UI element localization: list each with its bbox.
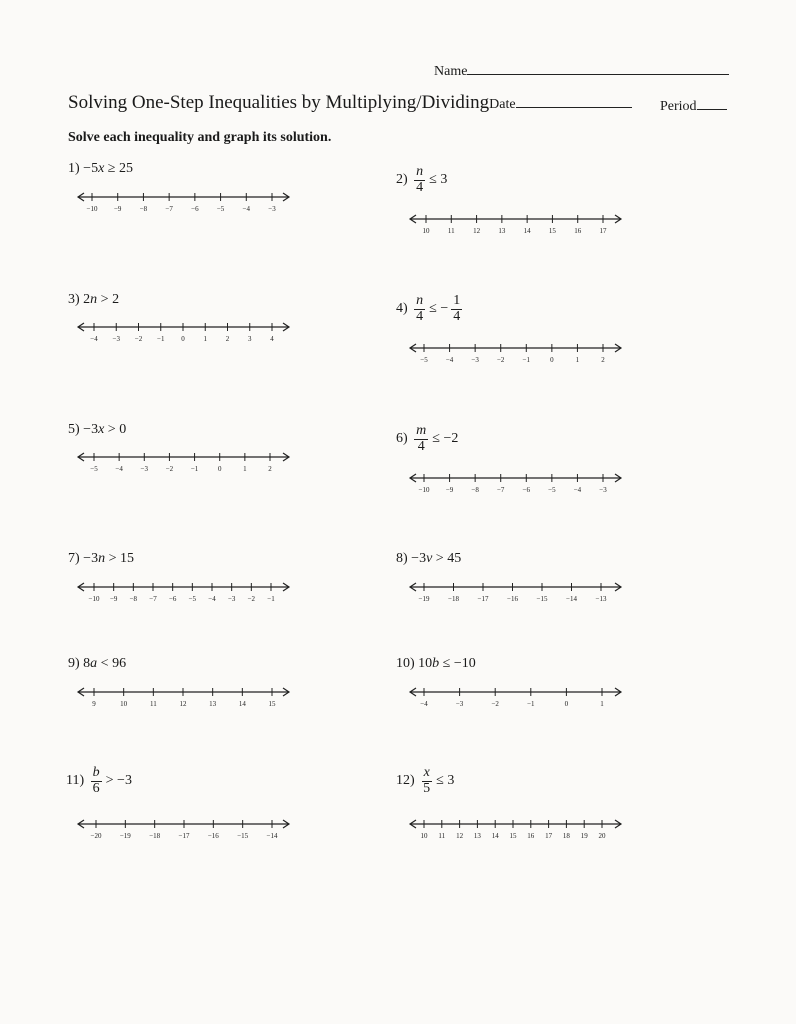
numerator: n [416, 293, 424, 308]
tick-label: 1 [203, 335, 207, 343]
tick-label: −4 [573, 486, 582, 494]
tick-label: −3 [227, 595, 236, 603]
tick-label: −2 [491, 700, 499, 708]
problem-expression [411, 551, 461, 567]
relation: ≤ − [429, 301, 449, 317]
tick-label: 2 [268, 465, 272, 473]
tick-label: −9 [113, 205, 122, 213]
tick-label: 1 [243, 465, 247, 473]
tick-label: 0 [181, 335, 185, 343]
numerator: m [416, 423, 427, 438]
tick-label: −17 [178, 832, 190, 840]
problem-expression [83, 656, 126, 672]
tick-label: −16 [507, 595, 518, 603]
tick-label: −8 [129, 595, 138, 603]
tick-label: −17 [477, 595, 489, 603]
problem-number: 4) [396, 301, 408, 317]
number-line-7[interactable] [76, 578, 292, 608]
tick-label: −3 [268, 205, 276, 213]
tick-label: −4 [208, 595, 216, 603]
relation: < 96 [97, 656, 127, 671]
tick-label: 12 [179, 700, 187, 708]
tick-label: −2 [496, 356, 505, 364]
problem-expression [83, 292, 119, 308]
date-blank[interactable] [516, 107, 632, 108]
period-label: Period [660, 99, 697, 114]
tick-label: −10 [88, 595, 100, 603]
tick-label: 0 [217, 465, 222, 473]
tick-label: −5 [216, 205, 225, 213]
number-line-5[interactable] [76, 448, 292, 478]
problem-number: 2) [396, 172, 408, 188]
tick-label: −3 [599, 486, 607, 494]
tick-label: 9 [92, 700, 96, 708]
variable: a [90, 656, 98, 671]
period-blank[interactable] [697, 109, 727, 110]
number-line-9[interactable] [76, 683, 292, 713]
tick-label: −1 [527, 700, 535, 708]
problem-number: 12) [396, 773, 415, 789]
problem-number: 6) [396, 431, 408, 447]
problem-4 [396, 294, 465, 324]
tick-label: −3 [112, 335, 120, 343]
tick-label: −9 [109, 595, 118, 603]
problem-11 [66, 766, 132, 796]
variable: v [426, 551, 433, 566]
numerator: b [92, 765, 100, 780]
relation: > 0 [104, 422, 127, 437]
relation: ≤ −2 [432, 431, 459, 447]
tick-label: −5 [188, 595, 197, 603]
tick-label: 11 [447, 227, 455, 235]
denominator: 5 [423, 780, 431, 796]
numerator: x [423, 765, 430, 780]
tick-label: −9 [445, 486, 454, 494]
problem-9 [68, 656, 126, 672]
problem-10 [396, 656, 476, 672]
problem-number: 3) [68, 292, 80, 307]
variable: n [98, 551, 106, 566]
tick-label: −3 [471, 356, 479, 364]
tick-label: −7 [496, 486, 505, 494]
fraction [414, 424, 428, 454]
tick-label: 19 [580, 832, 588, 840]
tick-label: −1 [522, 356, 531, 364]
tick-label: 3 [248, 335, 252, 343]
tick-label: 16 [574, 227, 582, 235]
coef: 8 [83, 656, 91, 671]
tick-label: −6 [191, 205, 199, 213]
tick-label: −8 [139, 205, 148, 213]
tick-label: −2 [134, 335, 143, 343]
problem-number: 5) [68, 422, 80, 437]
problem-5 [68, 422, 126, 438]
date-label: Date [489, 97, 516, 112]
relation: > 45 [432, 551, 462, 566]
tick-label: 1 [575, 356, 580, 364]
tick-label: −4 [242, 205, 251, 213]
fraction-2 [451, 294, 462, 324]
name-blank[interactable] [467, 74, 729, 75]
tick-label: −19 [418, 595, 430, 603]
number-line-12[interactable] [408, 815, 624, 845]
relation: ≤ 3 [429, 172, 448, 188]
number-line-4[interactable] [408, 339, 624, 369]
tick-label: 16 [527, 832, 535, 840]
tick-label: 10 [420, 832, 428, 840]
page-title: Solving One-Step Inequalities by Multiplying/Dividing [68, 92, 490, 113]
relation: ≤ 3 [436, 773, 455, 789]
tick-label: 15 [548, 227, 556, 235]
tick-label: 15 [509, 832, 517, 840]
variable: n [90, 292, 98, 307]
problem-7 [68, 551, 134, 567]
tick-label: 18 [562, 832, 570, 840]
tick-label: 14 [238, 700, 246, 708]
number-line-6[interactable] [408, 469, 624, 499]
tick-label: −4 [445, 356, 454, 364]
tick-label: −7 [149, 595, 157, 603]
problem-number: 11) [66, 773, 85, 789]
tick-label: 12 [473, 227, 481, 235]
tick-label: 1 [600, 700, 604, 708]
tick-label: −2 [165, 465, 174, 473]
problem-number: 9) [68, 656, 80, 671]
tick-label: 10 [422, 227, 430, 235]
tick-label: 17 [599, 227, 607, 235]
problem-3 [68, 292, 119, 308]
tick-label: 0 [550, 356, 554, 364]
fraction [414, 294, 425, 324]
coef: 10 [418, 656, 433, 671]
tick-label: 2 [601, 356, 605, 364]
tick-label: −19 [119, 832, 131, 840]
tick-label: 15 [268, 700, 276, 708]
tick-label: −8 [471, 486, 479, 494]
fraction [414, 165, 425, 195]
problem-2 [396, 165, 447, 195]
tick-label: −14 [566, 595, 577, 603]
tick-label: −1 [267, 595, 275, 603]
tick-label: 12 [456, 832, 464, 840]
problem-number: 1) [68, 161, 80, 176]
problem-8 [396, 551, 461, 567]
problem-12 [396, 766, 454, 796]
number-line-8[interactable] [408, 578, 624, 608]
tick-label: −20 [90, 832, 102, 840]
number-line-11[interactable] [76, 815, 292, 845]
tick-label: −4 [115, 465, 123, 473]
tick-label: 13 [209, 700, 217, 708]
problem-number: 7) [68, 551, 80, 566]
tick-label: −5 [548, 486, 556, 494]
tick-label: −10 [86, 205, 98, 213]
tick-label: −6 [168, 595, 177, 603]
tick-label: 13 [473, 832, 481, 840]
relation: ≤ −10 [439, 656, 476, 671]
tick-label: −18 [448, 595, 459, 603]
tick-label: 2 [225, 335, 230, 343]
tick-label: −2 [247, 595, 256, 603]
problem-6 [396, 424, 458, 454]
number-line-10[interactable] [408, 683, 624, 713]
tick-label: −1 [157, 335, 165, 343]
variable: b [432, 656, 440, 671]
tick-label: −16 [207, 832, 219, 840]
tick-label: 11 [149, 700, 157, 708]
problem-1 [68, 161, 133, 177]
tick-label: −18 [149, 832, 161, 840]
problem-expression [83, 161, 133, 177]
tick-label: −3 [455, 700, 464, 708]
fraction [91, 766, 102, 796]
number-line-2[interactable] [408, 210, 624, 240]
relation: > 2 [97, 292, 120, 307]
coef: −3 [83, 551, 99, 566]
tick-label: −7 [165, 205, 173, 213]
variable: x [98, 422, 105, 437]
tick-label: −5 [90, 465, 98, 473]
tick-label: 4 [270, 335, 274, 343]
number-line-3[interactable] [76, 318, 292, 348]
coef: −3 [83, 422, 99, 437]
tick-label: −15 [237, 832, 249, 840]
tick-label: −14 [266, 832, 278, 840]
tick-label: −15 [536, 595, 548, 603]
tick-label: 20 [598, 832, 606, 840]
problem-expression [83, 422, 126, 438]
denominator: 4 [453, 308, 461, 324]
instructions: Solve each inequality and graph its solution. [68, 130, 332, 145]
tick-label: 14 [523, 227, 531, 235]
coef: 2 [83, 292, 91, 307]
denominator: 6 [92, 780, 100, 796]
name-field[interactable] [434, 64, 729, 80]
tick-label: −3 [140, 465, 149, 473]
relation: > −3 [105, 773, 132, 789]
tick-label: −4 [420, 700, 428, 708]
period-field[interactable] [660, 99, 727, 115]
relation: > 15 [105, 551, 134, 566]
number-line-1[interactable] [76, 188, 292, 218]
fraction [421, 766, 432, 796]
tick-label: −13 [595, 595, 607, 603]
tick-label: −1 [190, 465, 199, 473]
tick-label: −10 [418, 486, 430, 494]
problem-expression [83, 551, 134, 567]
tick-label: −4 [90, 335, 98, 343]
tick-label: 13 [498, 227, 506, 235]
name-label: Name [434, 64, 468, 79]
numerator: 1 [453, 293, 461, 308]
tick-label: −5 [420, 356, 428, 364]
problem-number: 8) [396, 551, 408, 566]
tick-label: 10 [120, 700, 128, 708]
numerator: n [416, 164, 424, 179]
tick-label: 0 [564, 700, 569, 708]
denominator: 4 [417, 438, 425, 454]
tick-label: 11 [438, 832, 446, 840]
problem-number: 10) [396, 656, 415, 671]
denominator: 4 [416, 308, 424, 324]
coef: −3 [411, 551, 427, 566]
worksheet-title [68, 92, 632, 114]
problem-expression [418, 656, 476, 672]
coef: −5 [83, 161, 99, 176]
tick-label: 17 [545, 832, 553, 840]
tick-label: 14 [491, 832, 499, 840]
relation: ≥ 25 [104, 161, 133, 176]
tick-label: −6 [522, 486, 531, 494]
variable: x [98, 161, 105, 176]
denominator: 4 [416, 179, 424, 195]
